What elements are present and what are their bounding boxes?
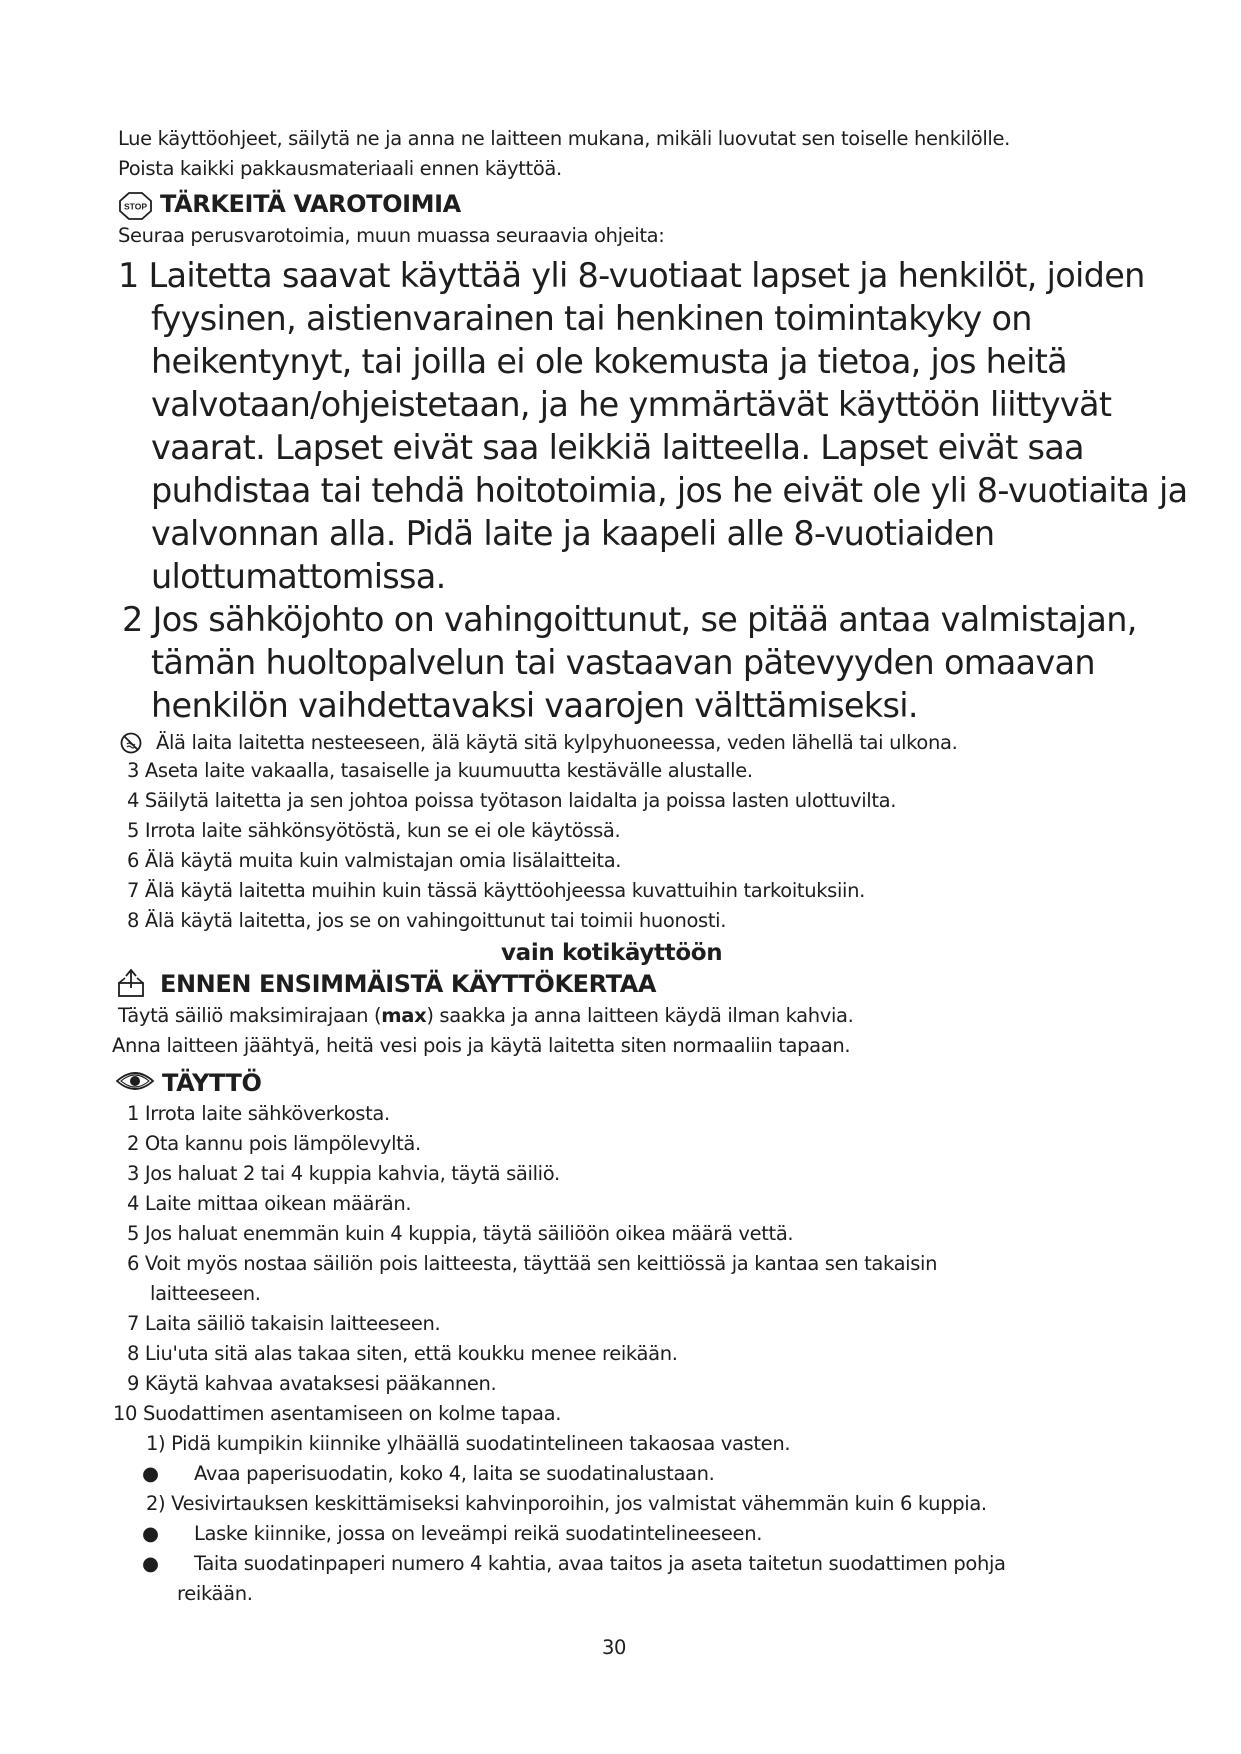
- no-water-icon: [120, 732, 142, 754]
- safety-item-1-line-2: fyysinen, aistienvarainen tai henkinen toimintakyky on: [151, 299, 1032, 338]
- eye-icon: [115, 1068, 155, 1094]
- filling-sub-1: 1) Pidä kumpikin kiinnike ylhäällä suodatintelineen takaosaa vasten.: [146, 1432, 791, 1455]
- safety-item-6: 6 Älä käytä muita kuin valmistajan omia lisälaitteita.: [127, 849, 622, 872]
- intro-line-1: Lue käyttöohjeet, säilytä ne ja anna ne laitteen mukana, mikäli luovutat sen toiselle henkilölle.: [118, 127, 1010, 150]
- safety-item-1-line-4: valvotaan/ohjeistetaan, ja he ymmärtävät käyttöön liittyvät: [151, 385, 1112, 424]
- filling-bullet-3-cont: reikään.: [177, 1582, 253, 1605]
- stop-icon-label: STOP: [124, 201, 147, 212]
- safety-item-1-line-3: heikentynyt, tai joilla ei ole kokemusta ja tietoa, jos heitä: [151, 342, 1067, 381]
- safety-item-7: 7 Älä käytä laitetta muihin kuin tässä käyttöohjeessa kuvattuihin tarkoituksiin.: [127, 879, 865, 902]
- first-use-line-1: [118, 1004, 854, 1027]
- filling-item-7: 7 Laita säiliö takaisin laitteeseen.: [127, 1312, 441, 1335]
- max-label: max: [381, 1004, 427, 1027]
- safety-item-2-line-3: henkilön vaihdettavaksi vaarojen välttämiseksi.: [151, 686, 918, 725]
- safety-heading: TÄRKEITÄ VAROTOIMIA: [160, 190, 461, 218]
- filling-sub-2: 2) Vesivirtauksen keskittämiseksi kahvinporoihin, jos valmistat vähemmän kuin 6 kuppia.: [146, 1492, 987, 1515]
- intro-line-2: Poista kaikki pakkausmateriaali ennen käyttöä.: [118, 157, 562, 180]
- first-use-line-1-end: ) saakka ja anna laitteen käydä ilman kahvia.: [426, 1004, 854, 1027]
- bullet-dot: ●: [142, 1522, 159, 1545]
- stop-icon: [119, 192, 152, 220]
- page-number: 30: [602, 1636, 627, 1659]
- safety-item-3: 3 Aseta laite vakaalla, tasaiselle ja kuumuutta kestävälle alustalle.: [127, 759, 753, 782]
- filling-item-6-cont: laitteeseen.: [150, 1282, 261, 1305]
- filling-item-10: 10 Suodattimen asentamiseen on kolme tapaa.: [113, 1402, 562, 1425]
- unpack-box-icon: [117, 968, 145, 998]
- filling-item-4: 4 Laite mittaa oikean määrän.: [127, 1192, 412, 1215]
- filling-item-2: 2 Ota kannu pois lämpölevyltä.: [127, 1132, 421, 1155]
- safety-item-1-line-8: ulottumattomissa.: [151, 557, 446, 596]
- safety-item-2-line-2: tämän huoltopalvelun tai vastaavan pätevyyden omaavan: [151, 643, 1095, 682]
- safety-item-4: 4 Säilytä laitetta ja sen johtoa poissa työtason laidalta ja poissa lasten ulottuvilta.: [127, 789, 897, 812]
- safety-item-8: 8 Älä käytä laitetta, jos se on vahingoittunut tai toimii huonosti.: [127, 909, 727, 932]
- household-only-note: vain kotikäyttöön: [501, 940, 723, 966]
- filling-item-3: 3 Jos haluat 2 tai 4 kuppia kahvia, täytä säiliö.: [127, 1162, 560, 1185]
- safety-item-1-line-7: valvonnan alla. Pidä laite ja kaapeli alle 8-vuotiaiden: [151, 514, 995, 553]
- safety-subheading: Seuraa perusvarotoimia, muun muassa seuraavia ohjeita:: [118, 224, 665, 247]
- safety-item-1-line-5: vaarat. Lapset eivät saa leikkiä laitteella. Lapset eivät saa: [151, 428, 1084, 467]
- filling-item-8: 8 Liu'uta sitä alas takaa siten, että koukku menee reikään.: [127, 1342, 678, 1365]
- safety-item-1-line-6: puhdistaa tai tehdä hoitotoimia, jos he eivät ole yli 8-vuotiaita ja: [151, 471, 1188, 510]
- no-water-warning: Älä laita laitetta nesteeseen, älä käytä sitä kylpyhuoneessa, veden lähellä tai ulkona.: [156, 731, 958, 754]
- first-use-line-2: Anna laitteen jäähtyä, heitä vesi pois ja käytä laitetta siten normaaliin tapaan.: [112, 1034, 851, 1057]
- filling-bullet-1: Avaa paperisuodatin, koko 4, laita se suodatinalustaan.: [194, 1462, 715, 1485]
- filling-bullet-2: Laske kiinnike, jossa on leveämpi reikä suodatintelineeseen.: [194, 1522, 763, 1545]
- bullet-dot: ●: [142, 1552, 159, 1575]
- bullet-dot: ●: [142, 1462, 159, 1485]
- filling-item-5: 5 Jos haluat enemmän kuin 4 kuppia, täytä säiliöön oikea määrä vettä.: [127, 1222, 794, 1245]
- filling-item-1: 1 Irrota laite sähköverkosta.: [127, 1102, 390, 1125]
- first-use-line-1-start: Täytä säiliö maksimirajaan (: [118, 1004, 382, 1027]
- filling-item-6: 6 Voit myös nostaa säiliön pois laitteesta, täyttää sen keittiössä ja kantaa sen takaisin: [127, 1252, 938, 1275]
- safety-item-5: 5 Irrota laite sähkönsyötöstä, kun se ei ole käytössä.: [127, 819, 621, 842]
- filling-item-9: 9 Käytä kahvaa avataksesi pääkannen.: [127, 1372, 497, 1395]
- filling-heading: TÄYTTÖ: [162, 1069, 262, 1097]
- filling-bullet-3: Taita suodatinpaperi numero 4 kahtia, avaa taitos ja aseta taitetun suodattimen pohja: [194, 1552, 1006, 1575]
- safety-item-2-line-1: 2 Jos sähköjohto on vahingoittunut, se pitää antaa valmistajan,: [122, 600, 1137, 639]
- first-use-heading: ENNEN ENSIMMÄISTÄ KÄYTTÖKERTAA: [160, 970, 657, 998]
- safety-item-1-line-1: 1 Laitetta saavat käyttää yli 8-vuotiaat lapset ja henkilöt, joiden: [118, 256, 1145, 295]
